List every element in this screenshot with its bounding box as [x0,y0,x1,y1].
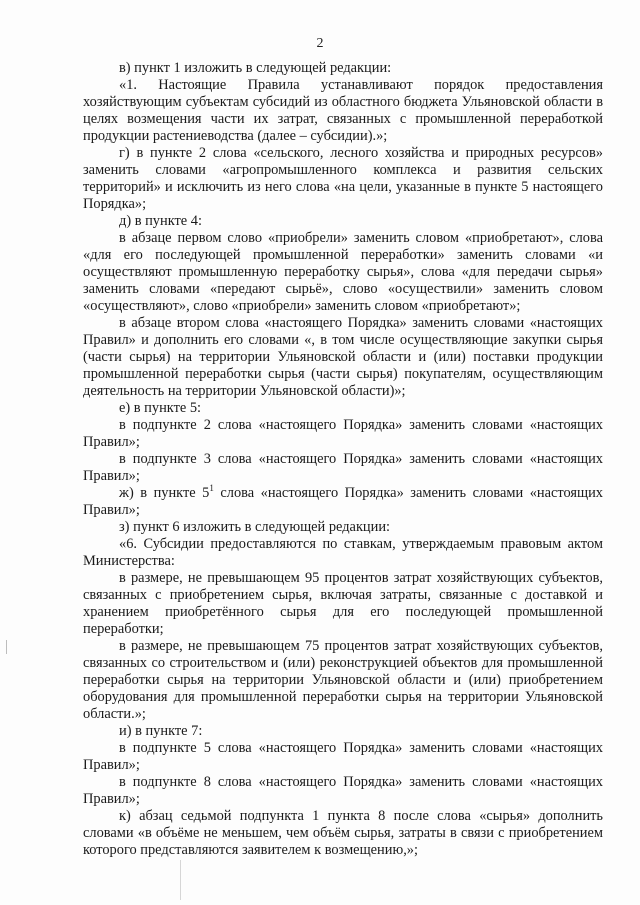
paragraph-k: к) абзац седьмой подпункта 1 пункта 8 после слова «сырья» дополнить словами «в объёме не меньшем, чем объём сырья, затраты в связи с приобретением которого представляются заявителем к возмещению,»; [83,808,603,858]
paragraph-zh: ж) в пункте $5^1$ слова «настоящего Порядка» заменить словами «настоящих Правил»; [83,483,603,518]
paragraph-rate-75: в размере, не превышающем 75 процентов затрат хозяйствующих субъектов, связанных со строительством и (или) реконструкцией объектов для промышленной переработки сырья на территории Ульяновской области и (или) приобретением оборудования для промышленной переработки сырья на территории Ульяновской области.»; [83,638,603,722]
paragraph-e-sub-2: в подпункте 2 слова «настоящего Порядка» заменить словами «настоящих Правил»; [83,417,603,450]
paragraph-z: з) пункт 6 изложить в следующей редакции: [119,519,391,535]
superscript: 1 [209,483,214,494]
paragraph-d-abzac-2: в абзаце втором слова «настоящего Порядка» заменить словами «настоящих Правил» и дополнить его словами «, в том числе осуществляющие закупки сырья (части сырья) на территории Ульяновской области и (или) поставки продукции промышленной переработки сырья (части сырья) покупателям, осуществляющим деятельность на территории Ульяновской области)»; [83,315,603,399]
paragraph-i: и) в пункте 7: [119,723,203,739]
paragraph-e: е) в пункте 5: [119,400,202,416]
paragraph-d-abzac-1: в абзаце первом слово «приобрели» заменить словом «приобретают», слова «для его последующей промышленной переработки» заменить словами «и осуществляют промышленную переработку сырья», слова «для передачи сырья» заменить словами «передают сырьё», слово «осуществили» заменить словом «осуществляют», слово «приобрели» заменить словом «приобретают»; [83,230,603,314]
paragraph-rate-95: в размере, не превышающем 95 процентов затрат хозяйствующих субъектов, связанных с приобретением сырья, включая затраты, связанные с доставкой и хранением приобретённого сырья для его последующей промышленной переработки; [83,570,603,637]
paragraph-quote-6: «6. Субсидии предоставляются по ставкам, утверждаемым правовым актом Министерства: [83,536,603,569]
scan-artifact-line [6,640,7,654]
page-number: 2 [316,36,324,51]
paragraph-g: г) в пункте 2 слова «сельского, лесного хозяйства и природных ресурсов» заменить словами «агропромышленного комплекса и развития сельских территорий» и исключить из него слова «на цели, указанные в пункте 5 настоящего Порядка»; [83,145,603,212]
document-body [83,60,603,859]
paragraph-d: д) в пункте 4: [119,213,202,229]
paragraph-v: в) пункт 1 изложить в следующей редакции: [119,60,392,76]
scan-artifact-line [180,860,181,900]
paragraph-i-sub-5: в подпункте 5 слова «настоящего Порядка» заменить словами «настоящих Правил»; [83,740,603,773]
paragraph-e-sub-3: в подпункте 3 слова «настоящего Порядка» заменить словами «настоящих Правил»; [83,451,603,484]
paragraph-i-sub-8: в подпункте 8 слова «настоящего Порядка» заменить словами «настоящих Правил»; [83,774,603,807]
paragraph-quote-1: «1. Настоящие Правила устанавливают порядок предоставления хозяйствующим субъектам субсидий из областного бюджета Ульяновской области в целях возмещения части их затрат, связанных с промышленной переработкой продукции растениеводства (далее – субсидии).»; [83,77,603,144]
